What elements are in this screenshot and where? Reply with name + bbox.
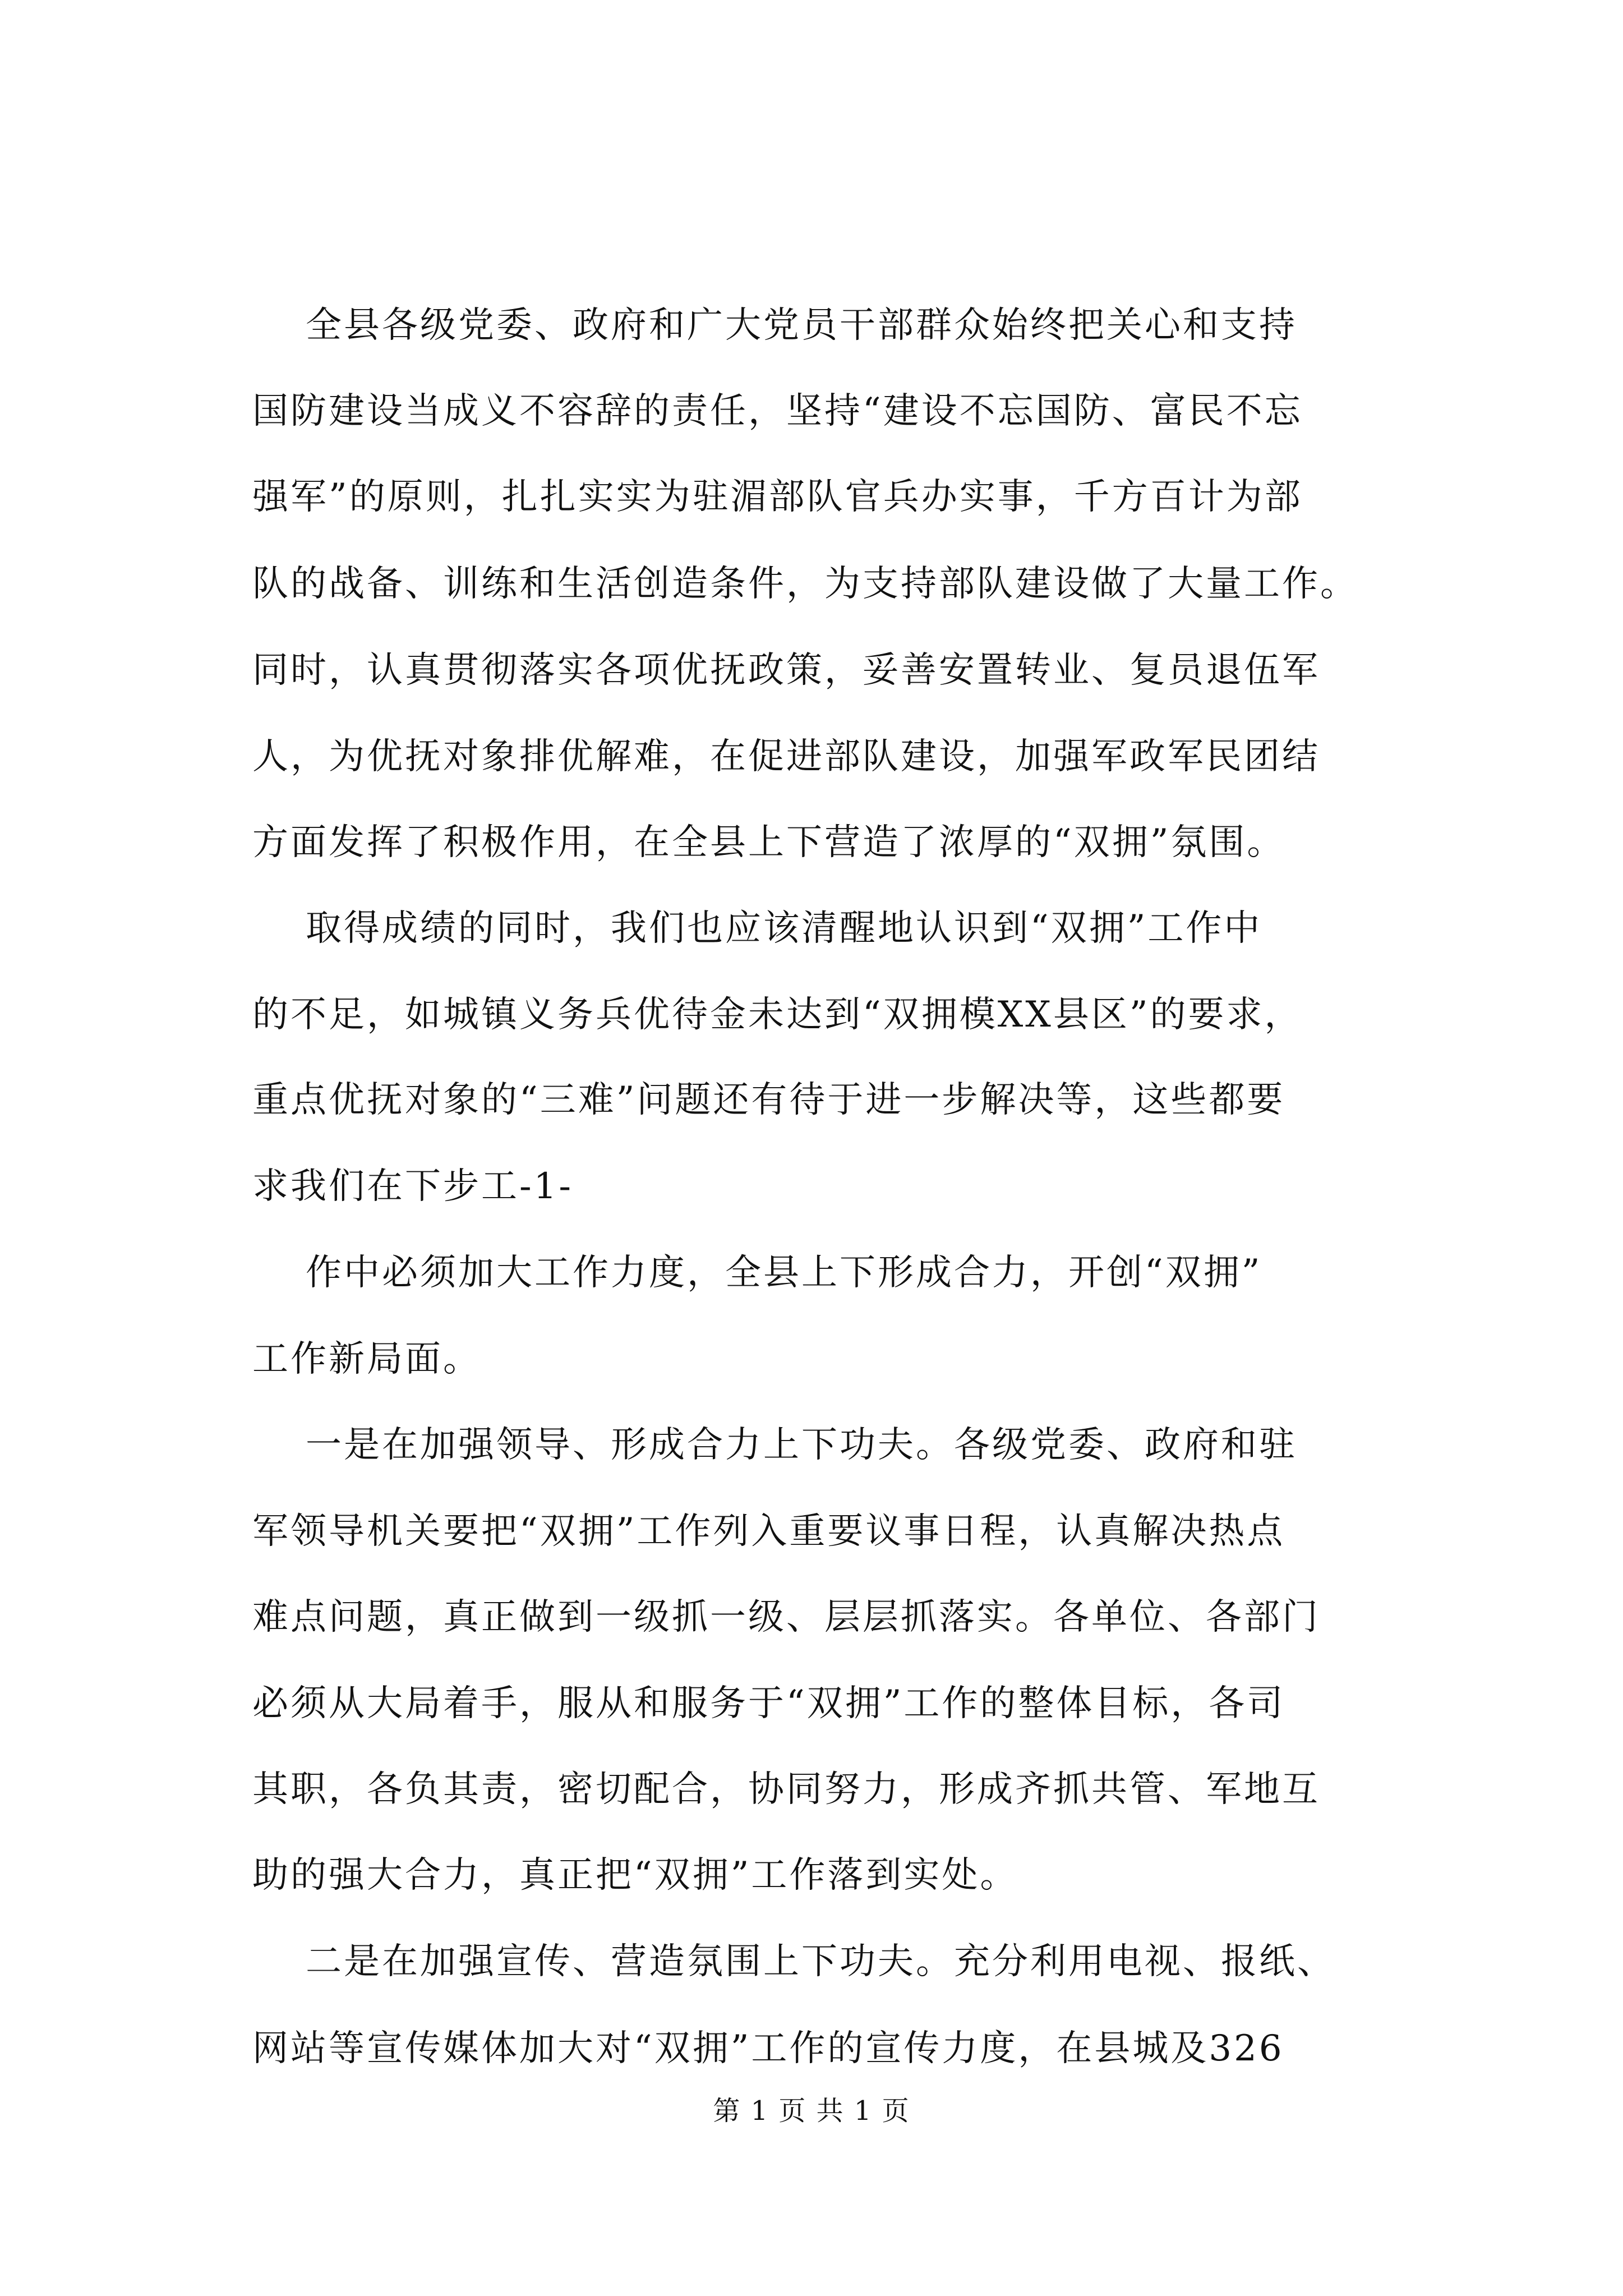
text-line: 人，为优抚对象排优解难，在促进部队建设，加强军政军民团结: [252, 736, 1320, 777]
text-line: 全县各级党委、政府和广大党员干部群众始终把关心和支持: [306, 305, 1297, 346]
text-line: 队的战备、训练和生活创造条件，为支持部队建设做了大量工作。: [252, 563, 1358, 605]
text-line: 方面发挥了积极作用，在全县上下营造了浓厚的“双拥”氛围。: [252, 822, 1285, 863]
page-number-footer: 第 1 页 共 1 页: [713, 2095, 910, 2127]
text-line: 二是在加强宣传、营造氛围上下功夫。充分利用电视、报纸、: [306, 1941, 1335, 1982]
text-line: 一是在加强领导、形成合力上下功夫。各级党委、政府和驻: [306, 1424, 1297, 1466]
text-line: 求我们在下步工-1-: [252, 1166, 573, 1207]
text-line: 网站等宣传媒体加大对“双拥”工作的宣传力度，在县城及326: [252, 2028, 1284, 2069]
text-line: 强军”的原则，扎扎实实为驻湄部队官兵办实事，千方百计为部: [252, 476, 1303, 518]
text-line: 其职，各负其责，密切配合，协同努力，形成齐抓共管、军地互: [252, 1769, 1320, 1810]
text-line: 难点问题，真正做到一级抓一级、层层抓落实。各单位、各部门: [252, 1596, 1320, 1638]
text-line: 军领导机关要把“双拥”工作列入重要议事日程，认真解决热点: [252, 1511, 1285, 1552]
text-line: 作中必须加大工作力度，全县上下形成合力，开创“双拥”: [306, 1252, 1262, 1294]
text-line: 必须从大局着手，服从和服务于“双拥”工作的整体目标，各司: [252, 1683, 1285, 1724]
text-line: 的不足，如城镇义务兵优待金未达到“双拥模XX县区”的要求，: [252, 994, 1303, 1036]
text-line: 重点优抚对象的“三难”问题还有待于进一步解决等，这些都要: [252, 1079, 1285, 1121]
text-line: 同时，认真贯彻落实各项优抚政策，妥善安置转业、复员退伍军: [252, 650, 1320, 691]
text-line: 工作新局面。: [252, 1338, 481, 1380]
text-line: 国防建设当成义不容辞的责任，坚持“建设不忘国防、富民不忘: [252, 390, 1303, 432]
text-line: 助的强大合力，真正把“双拥”工作落到实处。: [252, 1855, 1018, 1896]
text-line: 取得成绩的同时，我们也应该清醒地认识到“双拥”工作中: [306, 908, 1262, 949]
